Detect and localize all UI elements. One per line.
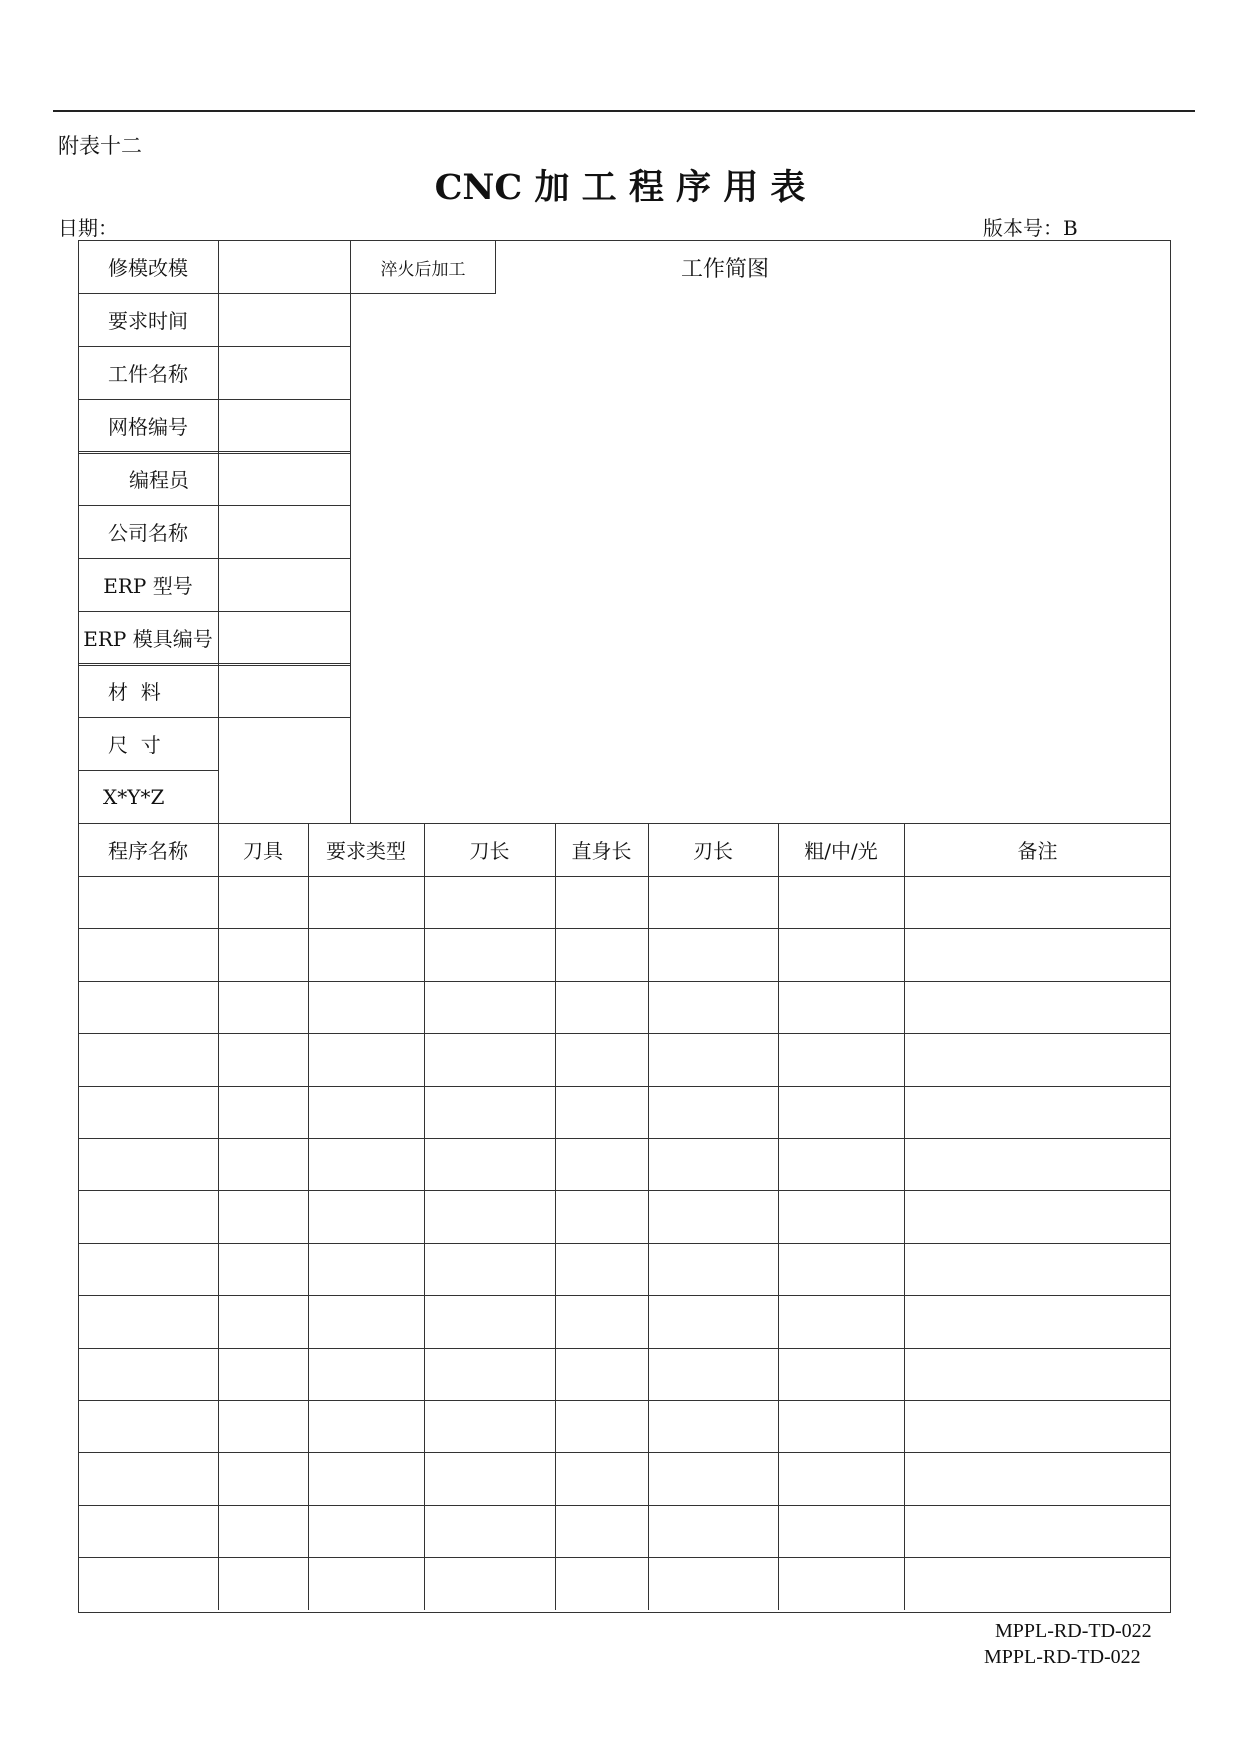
table-cell[interactable] [219, 1401, 307, 1451]
table-cell[interactable] [556, 1191, 647, 1241]
table-cell[interactable] [649, 1296, 777, 1346]
table-cell[interactable] [79, 1296, 217, 1346]
document-code-repeat: MPPL-RD-TD-022 [984, 1646, 1141, 1668]
header-rough-mid-finish: 粗/中/光 [804, 839, 878, 863]
table-cell[interactable] [309, 1506, 423, 1556]
table-cell[interactable] [649, 877, 777, 927]
table-cell[interactable] [219, 1453, 307, 1503]
table-cell[interactable] [79, 1506, 217, 1556]
table-cell[interactable] [556, 1034, 647, 1084]
table-cell[interactable] [79, 1191, 217, 1241]
table-cell[interactable] [649, 929, 777, 979]
table-cell[interactable] [425, 1244, 554, 1294]
table-cell[interactable] [905, 877, 1170, 927]
table-cell[interactable] [79, 1087, 217, 1137]
table-cell[interactable] [779, 1349, 903, 1399]
table-cell[interactable] [905, 1244, 1170, 1294]
table-cell[interactable] [779, 1558, 903, 1608]
table-cell[interactable] [79, 982, 217, 1032]
header-tool: 刀具 [243, 839, 283, 863]
table-cell[interactable] [649, 1453, 777, 1503]
label-erp-mold-number: ERP 模具编号 [83, 627, 213, 651]
table-cell[interactable] [649, 1191, 777, 1241]
table-cell[interactable] [309, 1296, 423, 1346]
table-cell[interactable] [779, 1034, 903, 1084]
table-cell[interactable] [905, 1087, 1170, 1137]
table-cell[interactable] [219, 1558, 307, 1608]
label-erp-model: ERP 型号 [103, 574, 193, 598]
field-mold-repair[interactable] [219, 240, 350, 293]
table-cell[interactable] [219, 1191, 307, 1241]
table-cell[interactable] [556, 1453, 647, 1503]
table-cell[interactable] [905, 1296, 1170, 1346]
table-cell[interactable] [649, 1139, 777, 1189]
table-cell[interactable] [556, 929, 647, 979]
field-programmer[interactable] [219, 452, 350, 505]
table-cell[interactable] [649, 982, 777, 1032]
sketch-area[interactable] [351, 294, 1170, 822]
table-cell[interactable] [779, 1506, 903, 1556]
field-company-name[interactable] [219, 505, 350, 558]
table-cell[interactable] [779, 982, 903, 1032]
table-cell[interactable] [79, 1139, 217, 1189]
table-cell[interactable] [309, 1558, 423, 1608]
table-cell[interactable] [425, 1191, 554, 1241]
table-cell[interactable] [79, 1453, 217, 1503]
table-cell[interactable] [309, 1139, 423, 1189]
table-cell[interactable] [905, 982, 1170, 1032]
date-label: 日期： [58, 216, 118, 240]
table-cell[interactable] [79, 1401, 217, 1451]
table-cell[interactable] [425, 1296, 554, 1346]
table-cell[interactable] [425, 1034, 554, 1084]
table-cell[interactable] [649, 1087, 777, 1137]
table-cell[interactable] [79, 1244, 217, 1294]
table-cell[interactable] [905, 1558, 1170, 1608]
table-cell[interactable] [779, 1401, 903, 1451]
table-cell[interactable] [219, 1506, 307, 1556]
table-cell[interactable] [556, 1244, 647, 1294]
label-company-name: 公司名称 [108, 521, 188, 545]
table-cell[interactable] [779, 929, 903, 979]
table-cell[interactable] [905, 1453, 1170, 1503]
table-cell[interactable] [905, 1401, 1170, 1451]
header-requirement-type: 要求类型 [326, 839, 406, 863]
table-cell[interactable] [425, 1349, 554, 1399]
field-required-time[interactable] [219, 293, 350, 346]
header-blade-length: 刃长 [693, 839, 733, 863]
table-cell[interactable] [905, 1191, 1170, 1241]
table-cell[interactable] [309, 877, 423, 927]
table-cell[interactable] [79, 1349, 217, 1399]
table-cell[interactable] [219, 1139, 307, 1189]
field-size[interactable] [219, 717, 350, 823]
table-cell[interactable] [425, 1401, 554, 1451]
table-cell[interactable] [649, 1558, 777, 1608]
table-cell[interactable] [556, 1349, 647, 1399]
sketch-title: 工作简图 [681, 257, 770, 282]
label-grid-number: 网格编号 [108, 415, 188, 439]
field-material[interactable] [219, 664, 350, 717]
label-material: 材 料 [108, 680, 161, 704]
table-cell[interactable] [219, 1296, 307, 1346]
table-cell[interactable] [905, 1506, 1170, 1556]
table-cell[interactable] [309, 1453, 423, 1503]
table-cell[interactable] [309, 1034, 423, 1084]
table-cell[interactable] [309, 1401, 423, 1451]
table-cell[interactable] [309, 982, 423, 1032]
table-cell[interactable] [779, 877, 903, 927]
table-cell[interactable] [219, 877, 307, 927]
table-cell[interactable] [219, 1349, 307, 1399]
table-cell[interactable] [905, 1034, 1170, 1084]
table-cell[interactable] [779, 1296, 903, 1346]
table-cell[interactable] [649, 1349, 777, 1399]
field-grid-number[interactable] [219, 399, 350, 452]
table-cell[interactable] [905, 1349, 1170, 1399]
table-cell[interactable] [556, 1506, 647, 1556]
table-cell[interactable] [649, 1401, 777, 1451]
header-shank-length: 直身长 [571, 839, 632, 863]
appendix-label: 附表十二 [58, 134, 142, 158]
table-cell[interactable] [556, 1139, 647, 1189]
table-cell[interactable] [779, 1087, 903, 1137]
table-cell[interactable] [649, 1506, 777, 1556]
field-workpiece-name[interactable] [219, 346, 350, 399]
table-cell[interactable] [425, 1087, 554, 1137]
table-cell[interactable] [425, 982, 554, 1032]
table-cell[interactable] [425, 1558, 554, 1608]
table-cell[interactable] [425, 1453, 554, 1503]
label-required-time: 要求时间 [108, 309, 188, 333]
header-remarks: 备注 [1017, 839, 1058, 863]
table-cell[interactable] [219, 1244, 307, 1294]
quench-label: 淬火后加工 [380, 259, 466, 280]
page-title: CNC 加 工 程 序 用 表 [434, 167, 806, 208]
table-cell[interactable] [425, 929, 554, 979]
table-cell[interactable] [425, 1139, 554, 1189]
table-cell[interactable] [79, 929, 217, 979]
table-cell[interactable] [779, 1244, 903, 1294]
table-cell[interactable] [309, 1191, 423, 1241]
label-mold-repair: 修模改模 [108, 256, 188, 280]
header-tool-length: 刀长 [469, 839, 510, 863]
table-cell[interactable] [309, 1244, 423, 1294]
table-cell[interactable] [905, 929, 1170, 979]
label-workpiece-name: 工件名称 [108, 362, 188, 386]
version-label: 版本号：B [983, 216, 1078, 240]
label-xyz: X*Y*Z [103, 784, 165, 809]
top-rule [53, 110, 1195, 112]
document-code: MPPL-RD-TD-022 [995, 1620, 1152, 1642]
table-cell[interactable] [556, 982, 647, 1032]
table-cell[interactable] [905, 1139, 1170, 1189]
table-cell[interactable] [79, 877, 217, 927]
table-cell[interactable] [309, 1087, 423, 1137]
field-erp-mold-number[interactable] [219, 611, 350, 664]
table-cell[interactable] [556, 1087, 647, 1137]
table-cell[interactable] [556, 877, 647, 927]
table-cell[interactable] [425, 877, 554, 927]
table-cell[interactable] [779, 1191, 903, 1241]
field-erp-model[interactable] [219, 558, 350, 611]
table-cell[interactable] [556, 1558, 647, 1608]
table-cell[interactable] [556, 1401, 647, 1451]
table-cell[interactable] [79, 1558, 217, 1608]
table-cell[interactable] [309, 1349, 423, 1399]
table-cell[interactable] [556, 1296, 647, 1346]
table-cell[interactable] [779, 1453, 903, 1503]
table-cell[interactable] [219, 982, 307, 1032]
table-cell[interactable] [649, 1244, 777, 1294]
table-cell[interactable] [425, 1506, 554, 1556]
table-cell[interactable] [309, 929, 423, 979]
table-cell[interactable] [219, 1034, 307, 1084]
table-cell[interactable] [219, 1087, 307, 1137]
cnc-program-form [78, 240, 1171, 1613]
table-cell[interactable] [79, 1034, 217, 1084]
header-program-name: 程序名称 [108, 839, 188, 863]
table-cell[interactable] [219, 929, 307, 979]
table-cell[interactable] [649, 1034, 777, 1084]
table-cell[interactable] [779, 1139, 903, 1189]
label-size: 尺 寸 [108, 733, 161, 757]
label-programmer: 编程员 [129, 468, 189, 492]
